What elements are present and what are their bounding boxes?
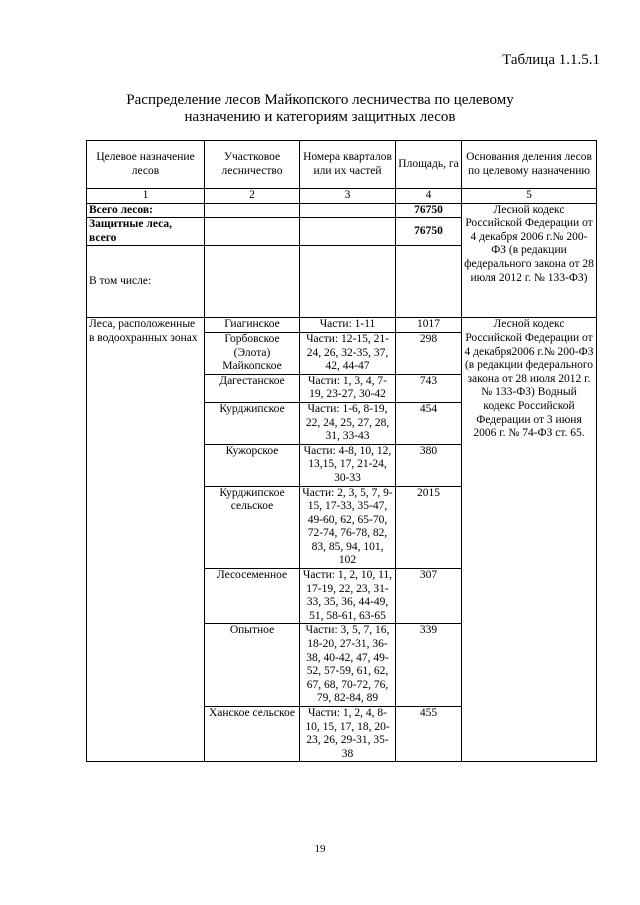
quarters: Части: 1, 3, 4, 7-19, 23-27, 30-42 <box>300 374 396 402</box>
header-area: Площадь, га <box>396 141 462 189</box>
district: Курджипское сельское <box>205 486 300 569</box>
district: Ханское сельское <box>205 707 300 762</box>
area: 743 <box>396 374 462 402</box>
area: 298 <box>396 332 462 374</box>
area: 2015 <box>396 486 462 569</box>
col-number: 3 <box>300 189 396 204</box>
header-row <box>87 141 597 189</box>
total-row <box>87 203 597 218</box>
quarters: Части: 2, 3, 5, 7, 9-15, 17-33, 35-47, 49-60, 62, 65-70, 72-74, 76-78, 82, 83, 85, 94, 101, 102 <box>300 486 396 569</box>
area: 307 <box>396 569 462 624</box>
district: Кужорское <box>205 444 300 486</box>
area: 1017 <box>396 318 462 333</box>
quarters: Части: 1-11 <box>300 318 396 333</box>
district: Дагестанское <box>205 374 300 402</box>
forest-distribution-table <box>86 140 597 762</box>
area: 380 <box>396 444 462 486</box>
protective-label: Защитные леса, всего <box>87 218 205 246</box>
quarters: Части: 3, 5, 7, 16, 18-20, 27-31, 36-38, 40-42, 47, 49-52, 57-59, 61, 62, 67, 68, 70-72, 76, 79, 82-84, 89 <box>300 624 396 707</box>
district: Гиагинское <box>205 318 300 333</box>
summary-basis: Лесной кодекс Российской Федерации от 4 декабря 2006 г.№ 200-ФЗ (в редакции федерального закона от 28 июля 2012 г. № 133-ФЗ) <box>462 203 597 318</box>
quarters: Части: 1, 2, 10, 11, 17-19, 22, 23, 31-33, 35, 36, 44-49, 51, 58-61, 63-65 <box>300 569 396 624</box>
table-number: Таблица 1.1.5.1 <box>502 52 600 68</box>
title-line-2: назначению и категориям защитных лесов <box>184 109 456 125</box>
col-number: 1 <box>87 189 205 204</box>
quarters: Части: 1, 2, 4, 8-10, 15, 17, 18, 20-23, 26, 29-31, 35-38 <box>300 707 396 762</box>
area: 454 <box>396 402 462 444</box>
page-number: 19 <box>314 843 326 855</box>
title-line-1: Распределение лесов Майкопского лесничества по целевому <box>126 92 514 108</box>
column-number-row <box>87 189 597 204</box>
area: 455 <box>396 707 462 762</box>
table-title <box>0 92 640 126</box>
area: 339 <box>396 624 462 707</box>
total-area: 76750 <box>396 203 462 218</box>
quarters: Части: 4-8, 10, 12, 13,15, 17, 21-24, 30-33 <box>300 444 396 486</box>
district: Опытное <box>205 624 300 707</box>
header-basis: Основания деления лесов по целевому назначению <box>462 141 597 189</box>
protective-area: 76750 <box>396 218 462 246</box>
col-number: 2 <box>205 189 300 204</box>
category-basis: Лесной кодекс Российской Федерации от 4 декабря2006 г.№ 200-ФЗ (в редакции федерального закона от 28 июля 2012 г. № 133-ФЗ) Водный кодекс Российской Федерации от 3 июня 2006 г. № 74-ФЗ ст. 65. <box>462 318 597 762</box>
including-label: В том числе: <box>87 246 205 318</box>
header-quarters: Номера кварталов или их частей <box>300 141 396 189</box>
district: Горбовское (Элота) Майкопское <box>205 332 300 374</box>
district: Лесосеменное <box>205 569 300 624</box>
category-label: Леса, расположенные в водоохранных зонах <box>87 318 205 762</box>
district: Курджипское <box>205 402 300 444</box>
total-label: Всего лесов: <box>87 203 205 218</box>
header-district: Участковое лесничество <box>205 141 300 189</box>
table-row <box>87 318 597 333</box>
col-number: 4 <box>396 189 462 204</box>
quarters: Части: 1-6, 8-19, 22, 24, 25, 27, 28, 31, 33-43 <box>300 402 396 444</box>
col-number: 5 <box>462 189 597 204</box>
quarters: Части: 12-15, 21-24, 26, 32-35, 37, 42, 44-47 <box>300 332 396 374</box>
header-purpose: Целевое назначение лесов <box>87 141 205 189</box>
